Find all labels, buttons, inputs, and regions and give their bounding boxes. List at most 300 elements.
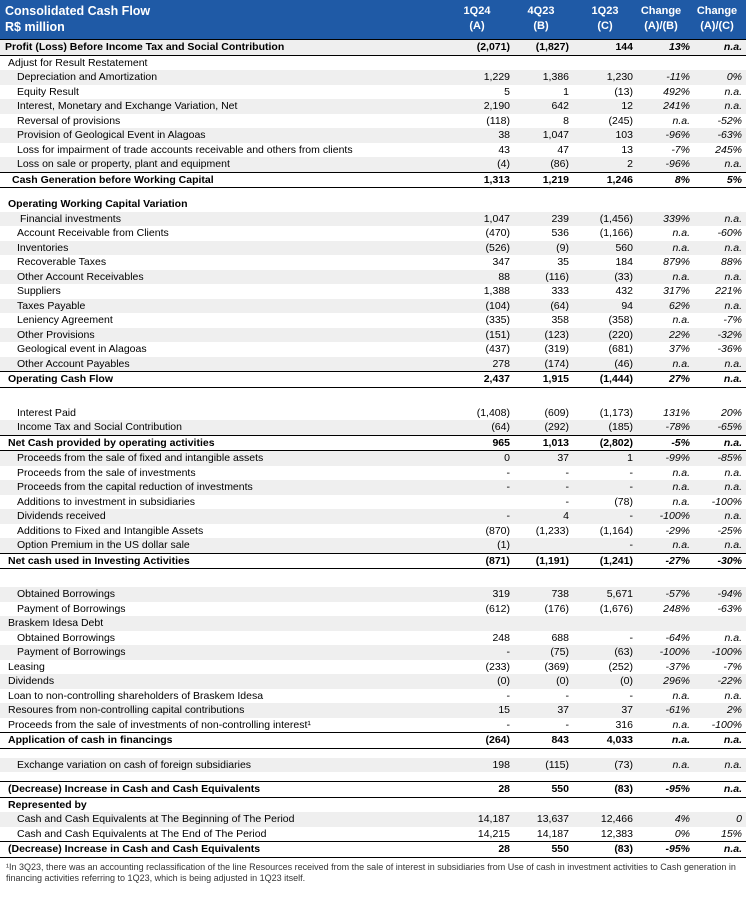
row-label: Payment of Borrowings [17,646,126,658]
row-label: (Decrease) Increase in Cash and Cash Equivalents [8,783,261,795]
value-4q23: 239 [551,212,569,225]
row-label: Loss for impairment of trade accounts receivable and others from clients [17,143,353,156]
value-4q23: 1,386 [542,71,569,83]
value-1q23: (220) [608,328,633,341]
row-label: Operating Cash Flow [8,373,114,385]
value-1q23: - [629,481,633,493]
value-4q23: 1,219 [542,173,569,186]
change-ac: 0 [736,813,742,825]
change-ab: -11% [666,71,690,83]
table-row [0,827,746,842]
value-4q23: (75) [550,646,569,658]
change-ac: -7% [723,314,742,326]
value-4q23: (609) [544,406,569,419]
table-row [0,406,746,421]
value-4q23: 642 [551,100,569,112]
value-1q23: - [629,689,633,702]
value-1q24: 278 [492,357,510,370]
value-1q23: (83) [614,843,633,855]
change-ab: -5% [671,436,690,449]
row-label: Cash and Cash Equivalents at The End of The Period [17,827,267,840]
change-ab: 8% [674,173,690,186]
change-ac: -36% [717,343,742,355]
value-4q23: (369) [544,660,569,673]
change-ac: -52% [717,114,742,127]
total-row [0,781,746,798]
value-4q23: (115) [545,758,569,771]
total-row [0,553,746,570]
table-row [0,495,746,510]
row-label: Cash Generation before Working Capital [12,173,214,186]
value-4q23: (86) [550,158,569,170]
value-1q23: (13) [614,85,633,98]
value-1q24: (526) [485,241,510,254]
change-ab: 131% [663,406,690,419]
table-row [0,241,746,256]
value-1q23: 12,383 [600,827,633,840]
table-row [0,56,746,71]
change-ac: -65% [717,421,742,433]
change-ac: n.a. [724,631,742,644]
value-4q23: - [565,689,569,702]
change-ac: -100% [711,646,742,658]
column-header-1q23: 1Q23 (C) [591,5,619,32]
change-ac: 2% [726,704,742,716]
table-row [0,212,746,227]
table-body [0,39,746,858]
change-ac: 15% [720,827,742,840]
change-ac: n.a. [723,373,742,385]
value-1q24: (264) [485,734,510,746]
value-1q24: 28 [498,843,510,855]
change-ab: 248% [663,602,690,615]
value-4q23: 14,187 [536,827,569,840]
table-row [0,99,746,114]
table-row [0,631,746,646]
change-ac: -100% [711,495,742,508]
change-ab: -7% [671,143,690,156]
change-ab: 22% [668,328,690,341]
change-ab: -61% [665,704,690,716]
value-1q24: 5 [504,85,510,98]
spacer [0,388,746,397]
row-label: Obtained Borrowings [17,631,116,644]
value-1q23: (63) [614,646,633,658]
value-4q23: 37 [557,452,569,464]
spacer [0,772,746,781]
table-row [0,718,746,733]
table-row [0,524,746,539]
value-1q23: 316 [615,718,633,731]
row-label: Proceeds from the capital reduction of investments [17,481,253,493]
change-ac: 0% [726,71,742,83]
total-row [0,732,746,749]
row-label: Depreciation and Amortization [17,71,158,83]
table-row [0,85,746,100]
value-4q23: 8 [563,114,569,127]
change-ab: n.a. [671,734,690,746]
row-label: Net Cash provided by operating activities [8,436,215,449]
table-row [0,660,746,675]
row-label: Provision of Geological Event in Alagoas [17,129,206,141]
table-row [0,284,746,299]
value-1q23: 37 [621,704,633,716]
total-row [0,172,746,189]
change-ac: 5% [726,173,742,186]
change-ab: 492% [663,85,690,98]
value-1q24: (2,071) [476,41,510,53]
spacer [0,188,746,197]
change-ac: -25% [717,524,742,537]
spacer [0,397,746,406]
value-4q23: 333 [551,285,569,297]
table-row [0,342,746,357]
table-row [0,674,746,689]
value-1q23: 12 [621,100,633,112]
table-subtitle: R$ million [5,20,65,34]
value-1q23: 560 [615,241,633,254]
change-ac: n.a. [724,158,742,170]
value-1q24: 198 [492,758,510,771]
value-4q23: (64) [550,299,569,312]
value-1q24: (104) [485,299,510,312]
row-label: Other Account Payables [17,357,130,370]
table-row [0,538,746,553]
row-label: Loss on sale or property, plant and equipment [17,158,230,170]
change-ab: n.a. [672,114,690,127]
value-1q23: (2,802) [599,436,633,449]
value-1q24: - [506,510,510,522]
value-4q23: (292) [544,421,569,433]
table-row [0,114,746,129]
table-row [0,466,746,481]
change-ab: -37% [665,660,690,673]
change-ab: n.a. [672,314,690,326]
change-ab: -99% [665,452,690,464]
row-label: Leniency Agreement [17,314,113,326]
table-row [0,758,746,773]
row-label: Other Provisions [17,328,95,341]
value-4q23: (0) [556,675,569,687]
change-ac: -30% [717,554,742,567]
value-1q24: 1,047 [483,212,510,225]
change-ac: n.a. [723,436,742,449]
value-1q24: 0 [504,452,510,464]
value-4q23: 550 [551,783,569,795]
change-ab: n.a. [672,270,690,283]
total-row [0,197,746,212]
row-label: Exchange variation on cash of foreign subsidiaries [17,758,252,771]
row-label: Recoverable Taxes [17,256,107,268]
value-1q23: (1,444) [599,373,633,385]
change-ab: -27% [665,554,690,567]
change-ab: -96% [665,158,690,170]
spacer [0,569,746,578]
change-ab: 879% [663,256,690,268]
row-label: Equity Result [17,85,79,98]
value-1q24: (470) [485,227,510,239]
value-1q23: (252) [608,660,633,673]
change-ab: n.a. [672,241,690,254]
value-1q24: - [506,718,510,731]
value-1q24: (233) [485,660,510,673]
row-label: Additions to Fixed and Intangible Assets [17,524,204,537]
change-ab: 296% [663,675,690,687]
value-1q23: - [629,539,633,551]
table-row [0,299,746,314]
value-1q23: - [629,510,633,522]
row-label: Represented by [8,798,87,811]
row-label: Net cash used in Investing Activities [8,554,190,567]
value-4q23: (1,827) [535,41,569,53]
change-ac: n.a. [723,843,742,855]
value-4q23: 4 [563,510,569,522]
change-ac: -22% [717,675,742,687]
table-row [0,616,746,631]
table-row [0,357,746,372]
row-label: Cash and Cash Equivalents at The Beginning of The Period [17,813,295,825]
change-ac: 221% [715,285,742,297]
change-ab: 0% [674,827,690,840]
table-row [0,128,746,143]
table-row [0,270,746,285]
value-4q23: - [565,481,569,493]
row-label: Profit (Loss) Before Income Tax and Social Contribution [5,41,285,53]
value-4q23: 550 [551,843,569,855]
table-row [0,70,746,85]
change-ac: 20% [720,406,742,419]
row-label: Dividends [8,675,55,687]
value-1q23: (73) [614,758,633,771]
change-ac: n.a. [723,41,742,53]
value-1q24: (1) [497,539,510,551]
change-ab: 27% [668,373,690,385]
value-1q24: (612) [485,602,510,615]
value-1q24: (118) [486,114,510,127]
change-ab: -78% [665,421,690,433]
value-4q23: 843 [551,734,569,746]
value-4q23: 37 [557,704,569,716]
value-1q23: 103 [615,129,633,141]
change-ac: n.a. [724,510,742,522]
value-4q23: (1,191) [535,554,569,567]
change-ac: 88% [720,256,742,268]
change-ab: -100% [659,646,690,658]
change-ac: n.a. [724,241,742,254]
value-1q23: (681) [608,343,633,355]
change-ab: n.a. [672,539,690,551]
table-row [0,157,746,172]
value-1q23: (46) [614,357,633,370]
row-label: Reversal of provisions [17,114,121,127]
table-row [0,313,746,328]
value-1q23: (1,241) [599,554,633,567]
table-row [0,645,746,660]
value-1q23: (33) [614,270,633,283]
total-row [0,371,746,388]
row-label: (Decrease) Increase in Cash and Cash Equivalents [8,843,261,855]
value-4q23: (174) [544,357,569,370]
row-label: Operating Working Capital Variation [8,198,188,210]
change-ac: n.a. [723,783,742,795]
value-1q24: - [506,689,510,702]
value-4q23: - [565,466,569,479]
value-4q23: 1,013 [542,436,569,449]
change-ac: n.a. [724,758,742,771]
table-header [0,0,746,39]
value-1q23: 432 [615,285,633,297]
row-label: Loan to non-controlling shareholders of Braskem Idesa [8,689,264,702]
change-ac: -94% [717,588,742,600]
value-1q23: (83) [614,783,633,795]
change-ab: n.a. [672,495,690,508]
spacer [0,578,746,587]
value-1q23: 4,033 [606,734,633,746]
value-1q24: 28 [498,783,510,795]
value-1q24: 1,388 [483,285,510,297]
value-1q23: (78) [614,495,633,508]
value-1q24: 248 [492,631,510,644]
change-ac: n.a. [724,100,742,112]
value-1q23: 144 [615,41,633,53]
change-ac: n.a. [724,357,742,370]
change-ab: 4% [674,813,690,825]
column-header-1q24: 1Q24 (A) [463,5,491,32]
table-row [0,587,746,602]
table-row [0,509,746,524]
value-1q24: 43 [498,143,510,156]
value-4q23: 358 [551,314,569,326]
value-1q23: (358) [608,314,633,326]
total-row [0,39,746,56]
change-ac: -32% [717,328,742,341]
value-4q23: 13,637 [536,813,569,825]
row-label: Resoures from non-controlling capital contributions [8,704,245,716]
value-1q23: (1,173) [599,406,633,419]
value-1q23: 1 [627,452,633,464]
value-1q24: (1,408) [476,406,510,419]
change-ab: n.a. [672,481,690,493]
value-1q24: (0) [497,675,510,687]
row-label: Income Tax and Social Contribution [17,421,182,433]
change-ab: n.a. [672,227,690,239]
total-row [0,841,746,858]
table-row [0,451,746,466]
value-1q24: (64) [491,421,510,433]
value-1q24: 2,190 [483,100,510,112]
row-label: Payment of Borrowings [17,602,126,615]
value-1q24: (151) [485,328,510,341]
row-label: Proceeds from the sale of investments of non-controlling interest¹ [8,718,311,731]
change-ac: -85% [717,452,742,464]
row-label: Account Receivable from Clients [17,227,169,239]
total-row [0,798,746,813]
value-1q24: 2,437 [483,373,510,385]
value-1q24: 1,313 [483,173,510,186]
value-1q23: 1,246 [606,173,633,186]
value-1q23: 2 [627,158,633,170]
row-label: Interest Paid [17,406,76,419]
row-label: Proceeds from the sale of investments [17,466,196,479]
value-1q24: (335) [485,314,510,326]
change-ab: -57% [665,588,690,600]
value-1q24: 15 [498,704,510,716]
value-1q23: 12,466 [600,813,633,825]
table-title: Consolidated Cash Flow [5,4,151,18]
value-4q23: (176) [544,602,569,615]
change-ab: -100% [659,510,690,522]
table-row [0,812,746,827]
row-label: Proceeds from the sale of fixed and intangible assets [17,452,264,464]
change-ab: 13% [668,41,690,53]
change-ac: 245% [715,143,742,156]
value-4q23: (9) [556,241,569,254]
value-4q23: (319) [544,343,569,355]
row-label: Option Premium in the US dollar sale [17,539,190,551]
change-ab: 37% [668,343,690,355]
spacer [0,749,746,758]
column-header-change-ac: Change (A)/(C) [696,5,738,32]
value-1q23: (1,676) [599,602,633,615]
change-ac: -60% [717,227,742,239]
row-label: Inventories [17,241,69,254]
table-row [0,328,746,343]
table-row [0,602,746,617]
table-row [0,420,746,435]
value-1q23: (1,166) [599,227,633,239]
value-4q23: 1,915 [542,373,569,385]
row-label: Geological event in Alagoas [17,343,147,355]
value-1q24: - [506,466,510,479]
change-ab: n.a. [672,466,690,479]
change-ac: n.a. [723,734,742,746]
change-ab: 317% [663,285,690,297]
value-1q24: 347 [492,256,510,268]
value-1q23: 184 [615,256,633,268]
change-ab: -96% [665,129,690,141]
column-header-4q23: 4Q23 (B) [527,5,555,32]
change-ac: n.a. [724,85,742,98]
table-row [0,226,746,241]
value-1q24: 88 [498,270,510,283]
value-1q24: - [506,481,510,493]
value-1q24: (871) [485,554,510,567]
change-ac: n.a. [724,270,742,283]
row-label: Other Account Receivables [17,270,144,283]
value-1q24: 319 [492,588,510,600]
value-4q23: 35 [557,256,569,268]
change-ab: -95% [665,843,690,855]
value-1q24: 1,229 [483,71,510,83]
row-label: Braskem Idesa Debt [8,617,104,629]
value-4q23: (1,233) [535,524,569,537]
table-row [0,480,746,495]
change-ac: -63% [717,602,742,615]
row-label: Application of cash in financings [8,734,173,746]
table-row [0,143,746,158]
row-label: Adjust for Result Restatement [8,56,148,69]
value-1q24: 965 [492,436,510,449]
value-4q23: 1 [563,85,569,98]
row-label: Financial investments [20,212,121,225]
value-1q24: - [506,646,510,658]
change-ac: n.a. [724,481,742,493]
change-ac: n.a. [724,212,742,225]
change-ab: 241% [663,100,690,112]
value-1q23: (185) [608,421,633,433]
change-ac: n.a. [724,466,742,479]
change-ab: -29% [665,524,690,537]
